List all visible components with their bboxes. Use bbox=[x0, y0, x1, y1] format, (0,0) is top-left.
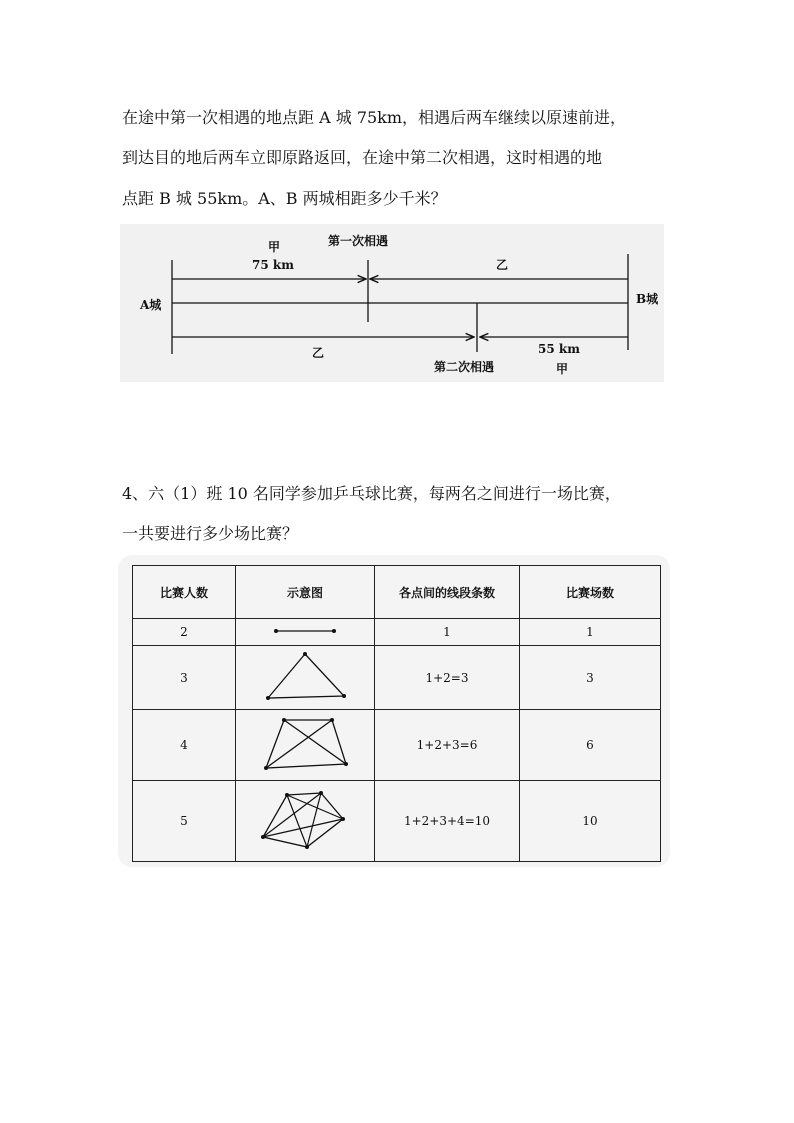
table-row bbox=[133, 781, 661, 862]
yi-bottom-label: 乙 bbox=[312, 346, 325, 360]
people-cell: 2 bbox=[133, 619, 236, 646]
quadrilateral-4-points-icon bbox=[236, 710, 375, 781]
distance-55-label: 55 km bbox=[538, 342, 580, 356]
triangle-3-points-icon bbox=[236, 646, 375, 710]
second-meet-label: 第二次相遇 bbox=[434, 360, 495, 374]
header-segments: 各点间的线段条数 bbox=[375, 566, 520, 619]
problem3-line3: 点距 B 城 55km。A、B 两城相距多少千米？ bbox=[122, 189, 447, 208]
route-lines bbox=[120, 224, 664, 382]
table-row bbox=[133, 619, 661, 646]
match-table bbox=[132, 565, 661, 862]
meeting-diagram bbox=[120, 224, 664, 382]
segments-cell: 1+2=3 bbox=[375, 646, 520, 710]
match-table-photo bbox=[118, 555, 670, 867]
problem3-line2: 到达目的地后两车立即原路返回，在途中第二次相遇，这时相遇的地 bbox=[122, 148, 603, 167]
header-people: 比赛人数 bbox=[133, 566, 236, 619]
games-cell: 6 bbox=[520, 710, 661, 781]
city-b-label: B城 bbox=[636, 292, 659, 306]
table-row bbox=[133, 646, 661, 710]
problem4-line1: 4、六（1）班 10 名同学参加乒乓球比赛，每两名之间进行一场比赛， bbox=[122, 484, 621, 503]
city-a-label: A城 bbox=[140, 298, 162, 312]
yi-top-label: 乙 bbox=[496, 258, 509, 272]
games-cell: 3 bbox=[520, 646, 661, 710]
people-cell: 3 bbox=[133, 646, 236, 710]
people-cell: 5 bbox=[133, 781, 236, 862]
games-cell: 10 bbox=[520, 781, 661, 862]
segments-cell: 1+2+3=6 bbox=[375, 710, 520, 781]
segments-cell: 1 bbox=[375, 619, 520, 646]
segment-2-points-icon bbox=[236, 619, 375, 646]
people-cell: 4 bbox=[133, 710, 236, 781]
problem4-line2: 一共要进行多少场比赛？ bbox=[122, 524, 299, 543]
distance-75-label: 75 km bbox=[252, 258, 294, 272]
first-meet-label: 第一次相遇 bbox=[328, 234, 389, 248]
segments-cell: 1+2+3+4=10 bbox=[375, 781, 520, 862]
games-cell: 1 bbox=[520, 619, 661, 646]
header-diagram: 示意图 bbox=[236, 566, 375, 619]
header-games: 比赛场数 bbox=[520, 566, 661, 619]
table-header-row bbox=[133, 566, 661, 619]
table-row bbox=[133, 710, 661, 781]
pentagon-5-points-icon bbox=[236, 781, 375, 862]
jia-top-label: 甲 bbox=[268, 240, 281, 254]
problem3-line1: 在途中第一次相遇的地点距 A 城 75km，相遇后两车继续以原速前进， bbox=[122, 108, 627, 127]
jia-bottom-label: 甲 bbox=[556, 362, 569, 376]
